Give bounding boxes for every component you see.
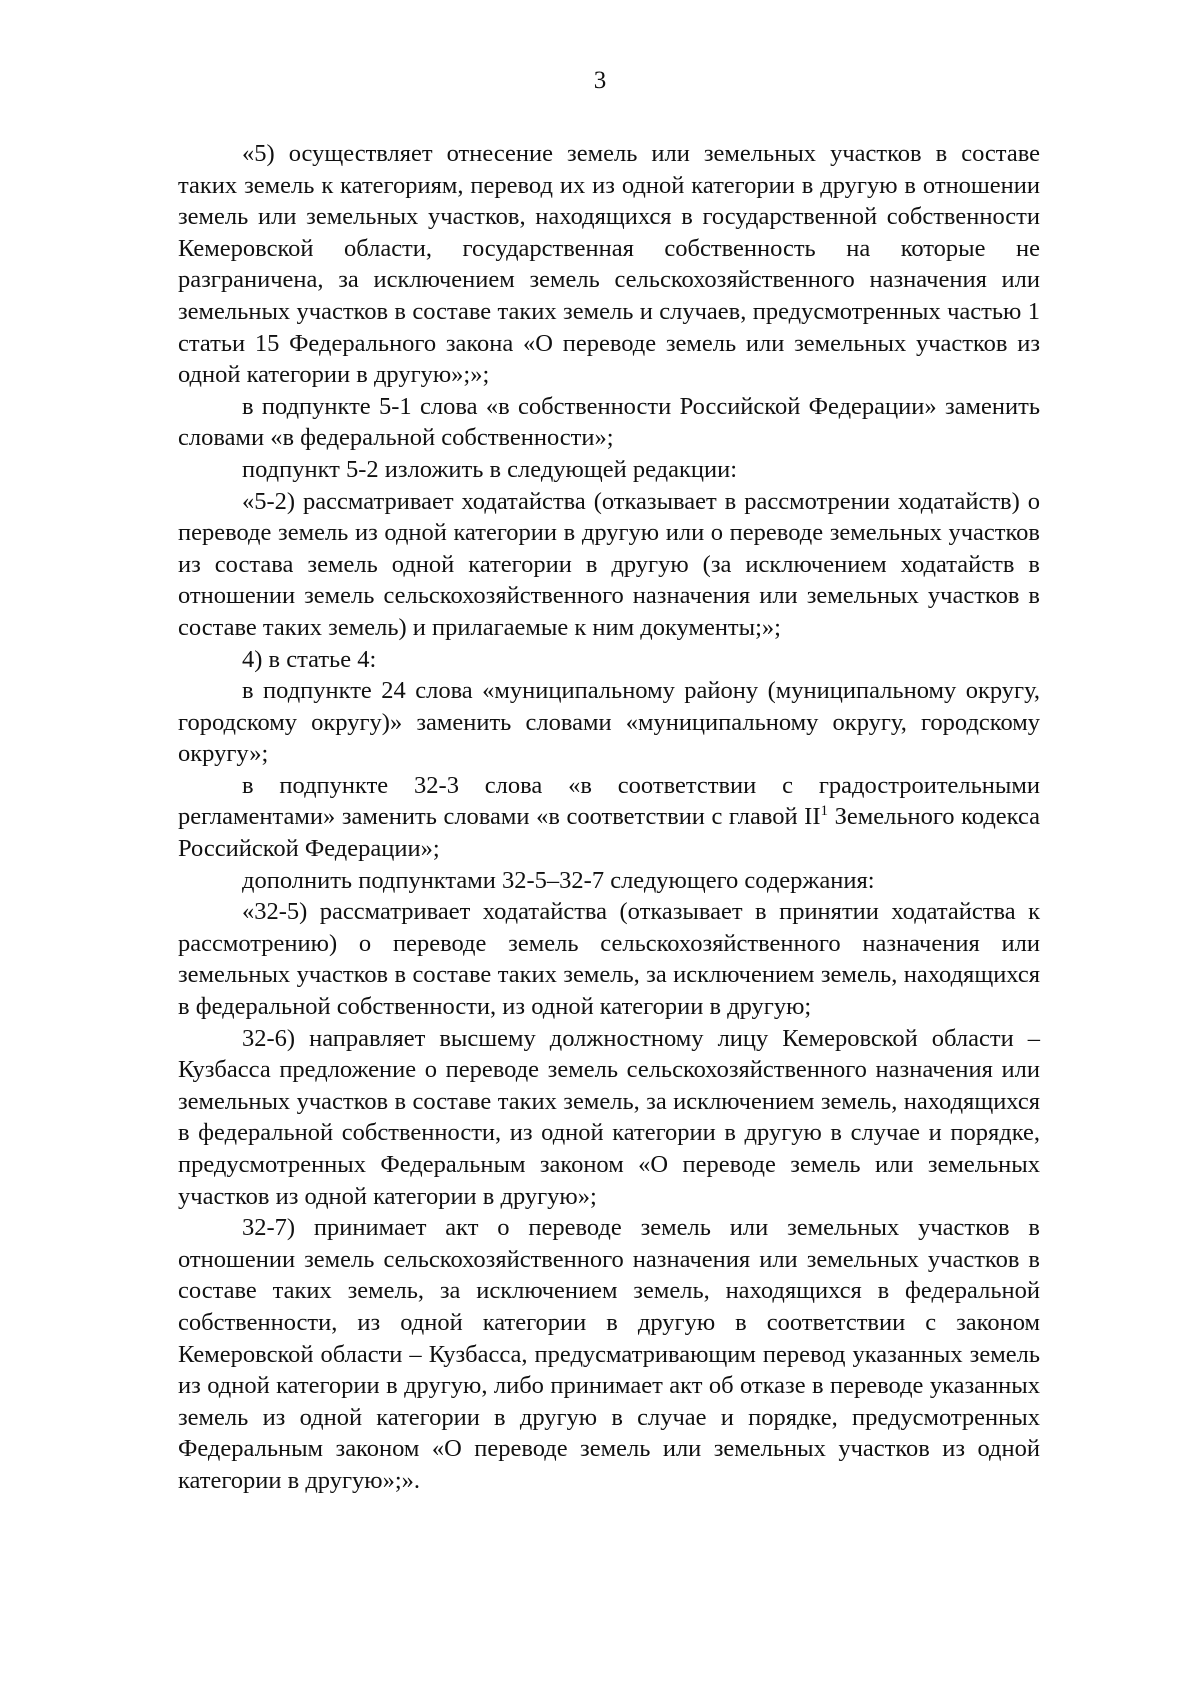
paragraph-subitem-24: в подпункте 24 слова «муниципальному району (муниципальному округу, городскому округу)» заменить словами «муниципальному округу, городскому округу»; [178, 677, 1040, 768]
paragraph-subitem-5-1: в подпункте 5-1 слова «в собственности Российской Федерации» заменить словами «в федеральной собственности»; [178, 392, 1040, 452]
paragraph-add-subitems-intro: дополнить подпунктами 32-5–32-7 следующего содержания: [242, 866, 875, 894]
paragraph-subitem-5-2: «5-2) рассматривает ходатайства (отказывает в рассмотрении ходатайств) о переводе земель из одной категории в другую или о переводе земельных участков из состава земель одной категории в другую (за исключением ходатайств в отношении земель сельскохозяйственного назначения или земельных участков в составе таких земель) и прилагаемые к ним документы;»; [178, 487, 1040, 641]
paragraph-subitem-32-5: «32-5) рассматривает ходатайства (отказывает в принятии ходатайства к рассмотрению) о переводе земель сельскохозяйственного назначения или земельных участков в составе таких земель, за исключением земель, находящихся в федеральной собственности, из одной категории в другую; [178, 898, 1040, 1021]
paragraph-subitem-32-3 [178, 770, 1040, 865]
page-number: 3 [593, 67, 607, 94]
paragraph-subitem-5-2-intro: подпункт 5-2 изложить в следующей редакции: [242, 455, 738, 483]
chapter-superscript: 1 [820, 803, 828, 820]
paragraph-article-4: 4) в статье 4: [242, 645, 377, 673]
paragraph-item-5: «5) осуществляет отнесение земель или земельных участков в составе таких земель к категориям, перевод их из одной категории в другую в отношении земель или земельных участков, находящихся в государственной собственности Кемеровской области, государственная собственность на которые не разграничена, за исключением земель сельскохозяйственного назначения или земельных участков в составе таких земель и случаев, предусмотренных частью 1 статьи 15 Федерального закона «О переводе земель или земельных участков из одной категории в другую»;»; [178, 140, 1040, 389]
paragraph-subitem-32-6: 32-6) направляет высшему должностному лицу Кемеровской области – Кузбасса предложение о переводе земель сельскохозяйственного назначения или земельных участков в составе таких земель, за исключением земель, находящихся в федеральной собственности, из одной категории в другую в случае и порядке, предусмотренных Федеральным законом «О переводе земель или земельных участков из одной категории в другую»; [178, 1024, 1040, 1210]
document-body [178, 138, 1040, 1497]
paragraph-subitem-32-3-text: в подпункте 32-3 слова «в соответствии с градостроительными регламентами» заменить словами «в соответствии с главой II [178, 771, 1040, 831]
paragraph-subitem-32-3-tail: Земельного кодекса Российской Федерации»; [178, 803, 1041, 863]
paragraph-subitem-32-7: 32-7) принимает акт о переводе земель или земельных участков в отношении земель сельскохозяйственного назначения или земельных участков в составе таких земель, за исключением земель, находящихся в федеральной собственности, из одной категории в другую в соответствии с законом Кемеровской области – Кузбасса, предусматривающим перевод указанных земель из одной категории в другую, либо принимает акт об отказе в переводе указанных земель из одной категории в другую в случае и порядке, предусмотренных Федеральным законом «О переводе земель или земельных участков из одной категории в другую»;». [178, 1214, 1040, 1494]
